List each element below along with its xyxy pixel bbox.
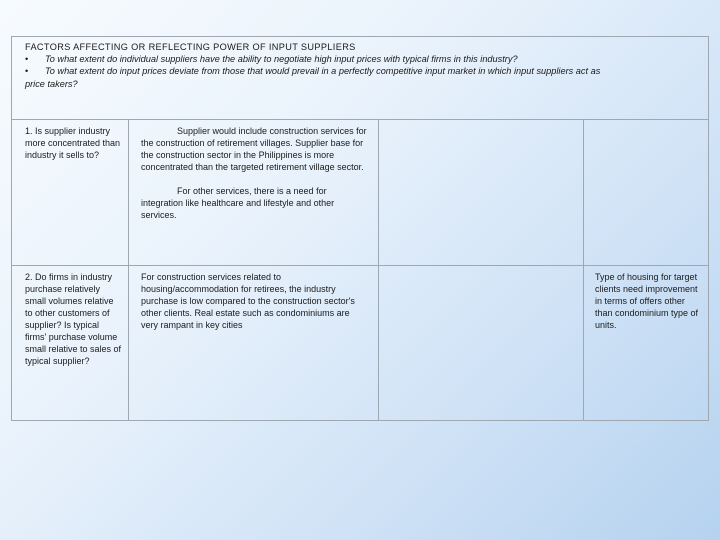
bullet-icon: • (25, 54, 29, 65)
answer-cell (128, 266, 378, 420)
header-bullet-1 (25, 53, 708, 65)
answer-cell (128, 120, 378, 265)
header-bullet-2 (25, 65, 708, 77)
table-header-cell (12, 37, 708, 120)
bullet-icon: • (25, 66, 29, 77)
bullet-text-2-wrap: price takers? (25, 78, 78, 89)
bullet-text-1: To what extent do individual suppliers have the ability to negotiate high input prices with typical firms in this industry? (45, 54, 518, 65)
notes-cell: Type of housing for target clients need improvement in terms of offers other than condominium type of units. (583, 266, 708, 420)
empty-cell (378, 120, 583, 265)
notes-cell (583, 120, 708, 265)
bullet-text-2: To what extent do input prices deviate from those that would prevail in a perfectly competitive input market in which input suppliers act as (45, 66, 601, 77)
answer-paragraph: Supplier would include construction services for the construction of retirement villages. Supplier base for the construction sector in the Philippines is more concentrated than the targeted retirement village sector. (141, 126, 367, 172)
table-title: FACTORS AFFECTING OR REFLECTING POWER OF INPUT SUPPLIERS (25, 42, 356, 52)
answer-paragraph: For other services, there is a need for integration like healthcare and lifestyle and other services. (141, 186, 335, 220)
answer-paragraph: For construction services related to housing/accommodation for retirees, the industry purchase is low compared to the construction sector's other clients. Real estate such as condominiums are very rampant in key cities (141, 272, 355, 330)
table-row (12, 120, 708, 266)
supplier-power-table (11, 36, 709, 421)
empty-cell (378, 266, 583, 420)
table-row (12, 266, 708, 420)
question-cell: 2. Do firms in industry purchase relatively small volumes relative to other customers of supplier? Is typical firms' purchase volume small relative to sales of typical supplier? (25, 272, 122, 366)
question-cell: 1. Is supplier industry more concentrated than industry it sells to? (25, 126, 121, 160)
